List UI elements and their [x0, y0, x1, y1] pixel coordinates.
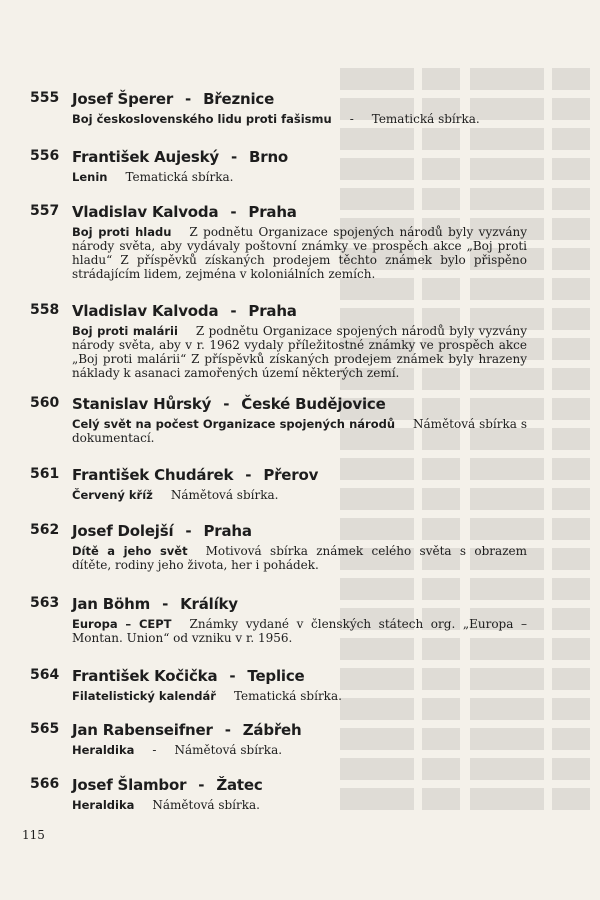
entry-separator: -: [349, 112, 354, 126]
entry-number: 565: [30, 721, 60, 737]
exhibitor-name: Josef Šperer: [72, 90, 174, 108]
entry-heading: František Kočička - Teplice: [72, 667, 305, 685]
exhibit-title: Červený kříž: [72, 488, 153, 502]
exhibit-description: Tematická sbírka.: [233, 689, 342, 703]
exhibitor-name: Jan Rabenseifner: [72, 721, 213, 739]
entry-number: 560: [30, 395, 60, 411]
entry-number: 561: [30, 466, 60, 482]
exhibitor-city: Brno: [249, 148, 289, 166]
exhibit-title: Europa – CEPT: [72, 617, 172, 631]
exhibitor-city: Praha: [203, 522, 252, 540]
exhibitor-city: Praha: [248, 302, 297, 320]
exhibit-description: Námětová sbírka.: [170, 488, 279, 502]
exhibit-description: Tematická sbírka.: [371, 112, 480, 126]
entry-number: 555: [30, 90, 60, 106]
exhibit-title: Dítě a jeho svět: [72, 544, 188, 558]
entry-body: [72, 743, 527, 757]
entry-body: [72, 798, 527, 812]
entry-body: [72, 324, 527, 380]
entry-number: 564: [30, 667, 60, 683]
exhibitor-city: Králíky: [180, 595, 238, 613]
entry-body: [72, 617, 527, 645]
entry-heading: Vladislav Kalvoda - Praha: [72, 302, 297, 320]
entry-body: [72, 689, 527, 703]
entry-body: [72, 488, 527, 502]
exhibitor-name: Josef Šlambor: [72, 776, 187, 794]
entry-number: 563: [30, 595, 60, 611]
exhibitor-city: Březnice: [203, 90, 275, 108]
exhibit-title: Heraldika: [72, 743, 135, 757]
entry-body: [72, 417, 527, 445]
exhibit-description: Námětová sbírka.: [152, 798, 260, 812]
entry-heading: Josef Dolejší - Praha: [72, 522, 252, 540]
exhibit-description: Tematická sbírka.: [125, 170, 234, 184]
entry-heading: Vladislav Kalvoda - Praha: [72, 203, 297, 221]
exhibit-title: Lenin: [72, 170, 108, 184]
exhibit-title: Boj československého lidu proti fašismu: [72, 112, 332, 126]
exhibitor-name: Vladislav Kalvoda: [72, 302, 219, 320]
exhibitor-city: Zábřeh: [242, 721, 302, 739]
exhibitor-name: Vladislav Kalvoda: [72, 203, 219, 221]
entry-body: [72, 170, 527, 184]
entry-number: 566: [30, 776, 60, 792]
entry-number: 558: [30, 302, 60, 318]
exhibit-title: Filatelistický kalendář: [72, 689, 216, 703]
entry-heading: Josef Šperer - Březnice: [72, 90, 275, 108]
page-number: 115: [22, 828, 45, 842]
entry-number: 557: [30, 203, 60, 219]
exhibitor-name: František Aujeský: [72, 148, 219, 166]
exhibit-title: Boj proti hladu: [72, 225, 172, 239]
exhibitor-name: František Kočička: [72, 667, 218, 685]
exhibitor-city: Přerov: [263, 466, 319, 484]
exhibitor-name: Jan Böhm: [72, 595, 151, 613]
exhibitor-city: Teplice: [247, 667, 305, 685]
entry-heading: Jan Böhm - Králíky: [72, 595, 238, 613]
exhibitor-name: Josef Dolejší: [72, 522, 174, 540]
entry-heading: Jan Rabenseifner - Zábřeh: [72, 721, 302, 739]
entry-heading: František Aujeský - Brno: [72, 148, 289, 166]
entry-heading: František Chudárek - Přerov: [72, 466, 319, 484]
entry-number: 562: [30, 522, 60, 538]
exhibit-description: Z podnětu Organizace spojených národů byly vyzvány národy světa, aby v r. 1962 vydaly příležitostné známky ve prospěch akce „Boj proti malárii“ Z příspěvků získaných prodejem známek byly hrazeny náklady k asanaci zamořených území některých zemí.: [72, 324, 528, 380]
exhibitor-name: Stanislav Hůrský: [72, 395, 212, 413]
entry-separator: -: [152, 743, 157, 757]
exhibit-title: Boj proti malárii: [72, 324, 178, 338]
exhibitor-city: České Budějovice: [241, 395, 386, 413]
exhibit-description: Z podnětu Organizace spojených národů byly vyzvány národy světa, aby vydávaly poštovní známky ve prospěch akce „Boj proti hladu“ Z příspěvků získaných prodejem těchto známek bylo přispěno strádajícím lidem, zejména v koloniálních zemích.: [72, 225, 528, 281]
exhibitor-name: František Chudárek: [72, 466, 234, 484]
exhibit-description: Námětová sbírka.: [174, 743, 283, 757]
exhibit-title: Heraldika: [72, 798, 135, 812]
exhibitor-city: Žatec: [216, 776, 263, 794]
entry-body: [72, 544, 527, 572]
exhibit-description: Známky vydané v členských státech org. „Europa – Montan. Union“ od vzniku v r. 1956.: [72, 617, 527, 645]
exhibit-description: Motivová sbírka známek celého světa s obrazem dítěte, rodiny jeho života, her i pohádek.: [72, 544, 527, 572]
entry-heading: Stanislav Hůrský - České Budějovice: [72, 395, 386, 413]
entry-body: [72, 112, 527, 126]
exhibit-description: Námětová sbírka s dokumentací.: [72, 417, 527, 445]
entry-heading: Josef Šlambor - Žatec: [72, 776, 263, 794]
entry-body: [72, 225, 527, 281]
exhibit-title: Celý svět na počest Organizace spojených národů: [72, 417, 396, 431]
entry-number: 556: [30, 148, 60, 164]
exhibitor-city: Praha: [248, 203, 297, 221]
